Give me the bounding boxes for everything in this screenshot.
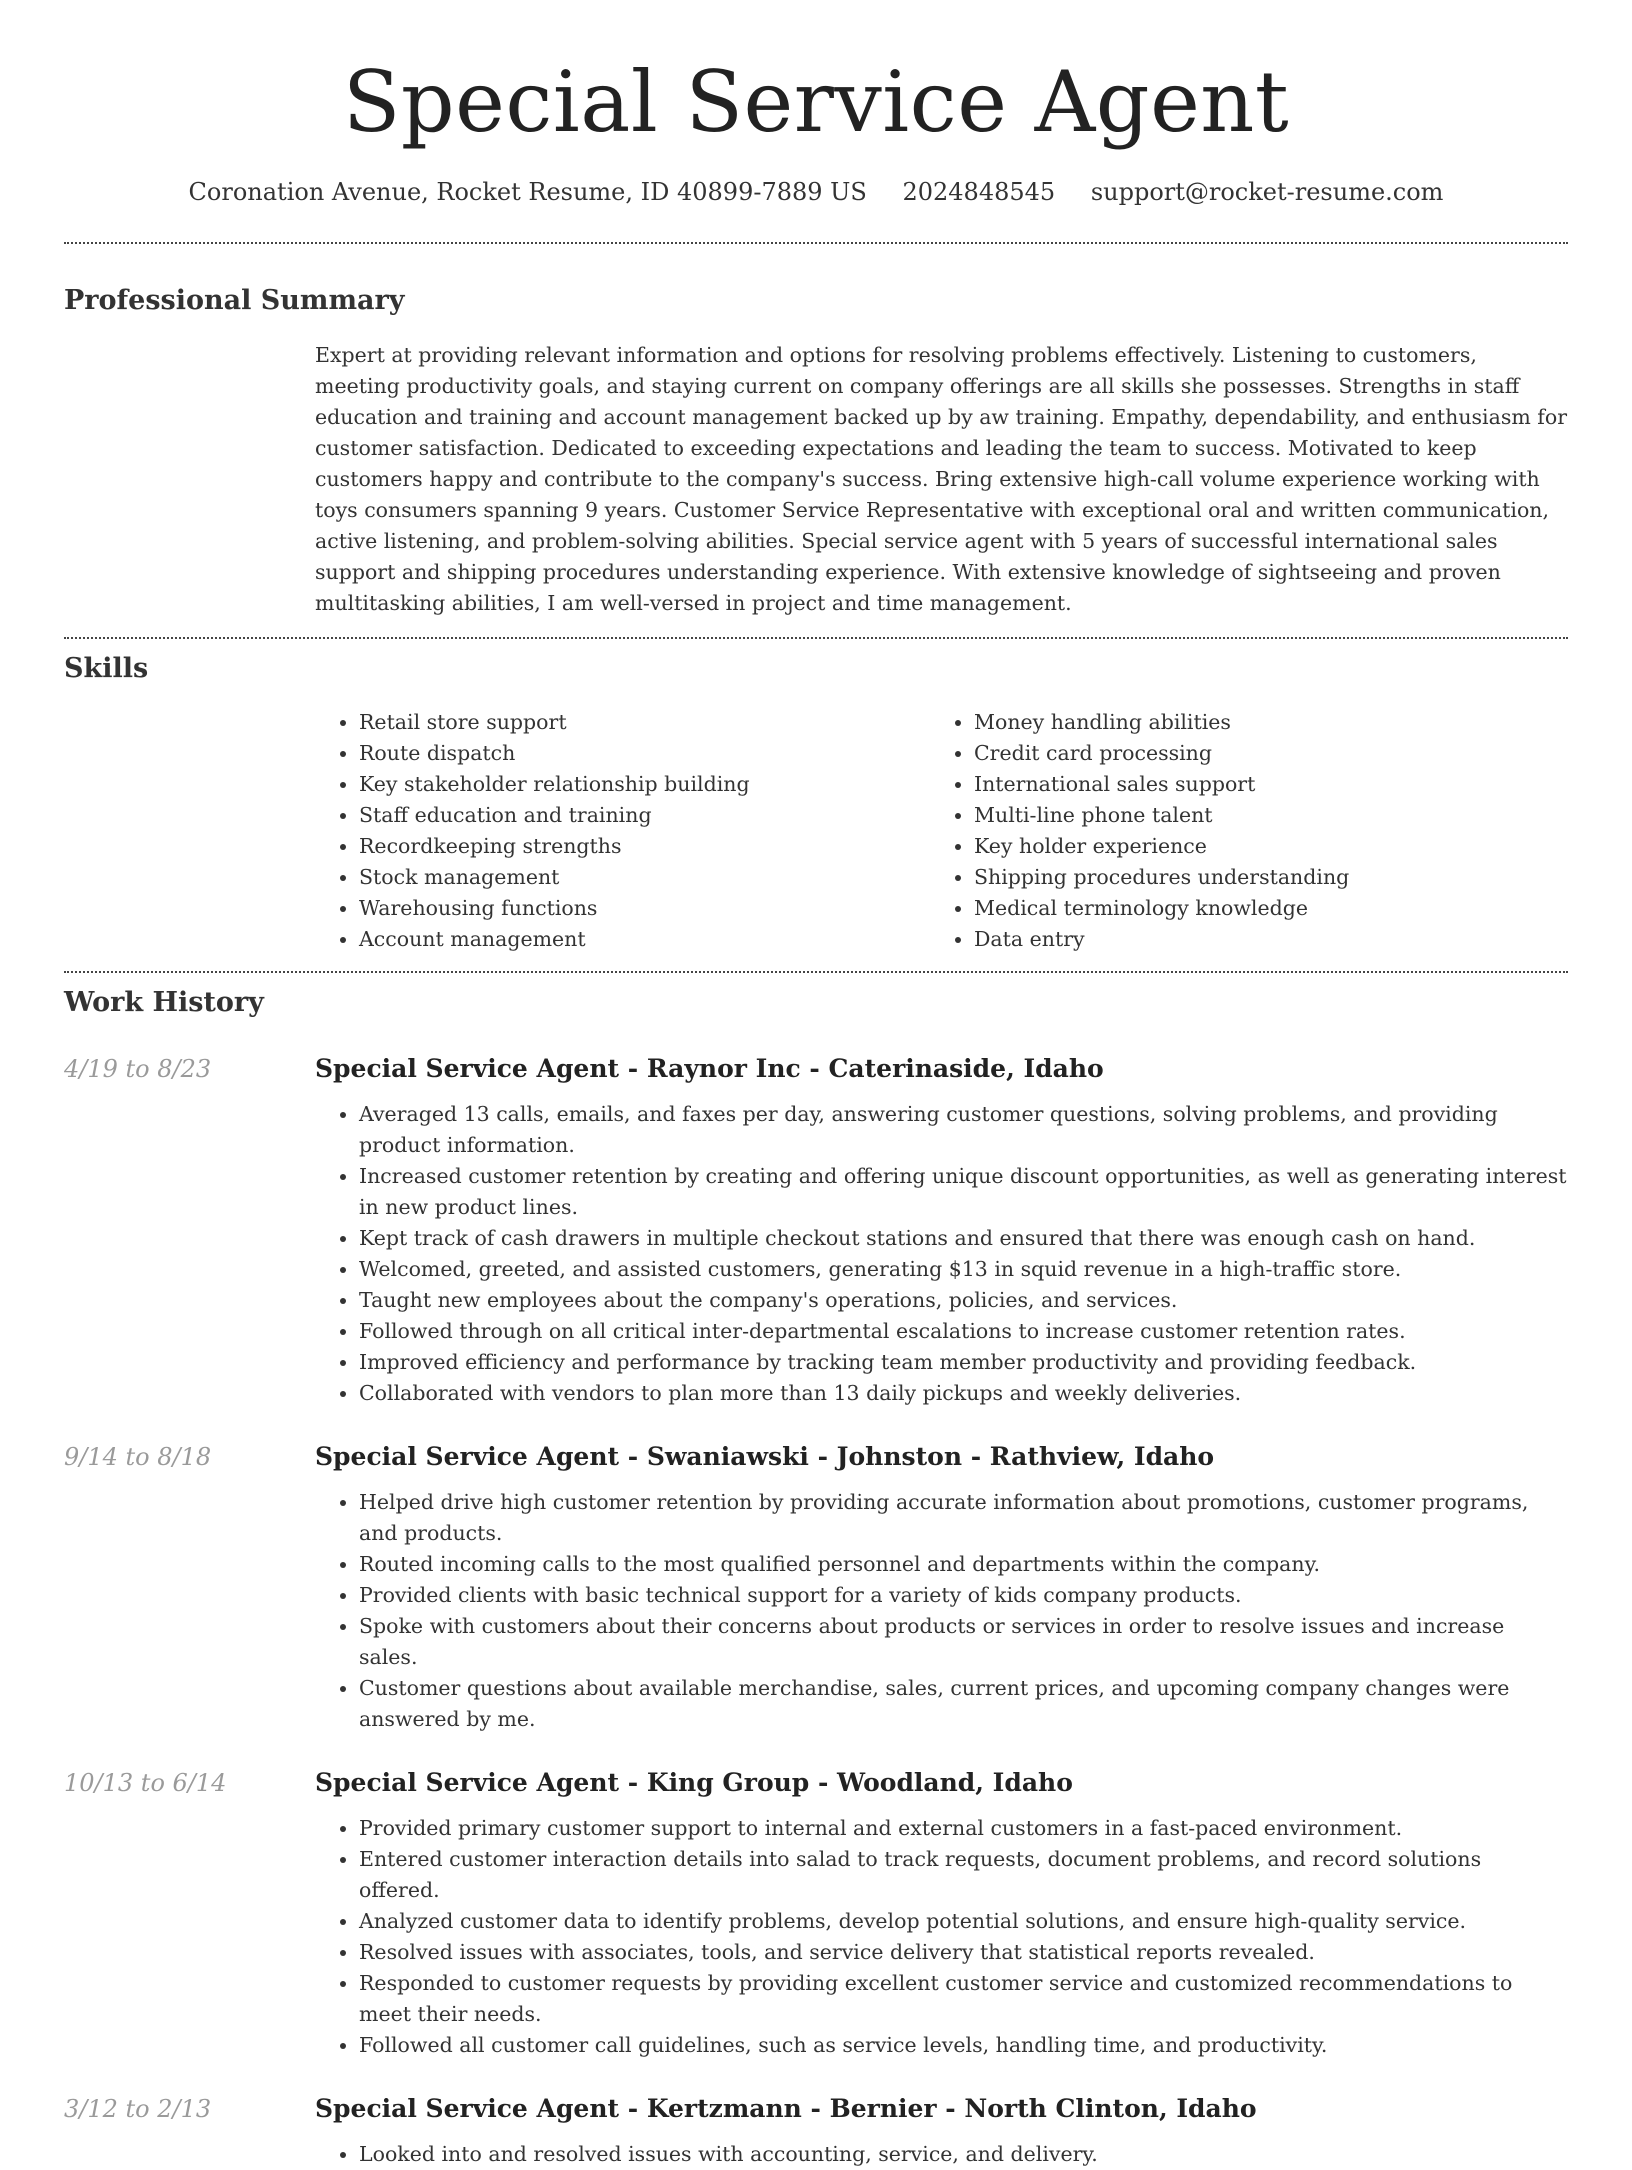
job-title: Special Service Agent - Swaniawski - Johnston - Rathview, Idaho	[315, 1442, 1215, 1471]
job-bullet: • Taught new employees about the company's operations, policies, and services.	[359, 1285, 1568, 1316]
skill-item: • Warehousing functions	[359, 893, 930, 924]
skill-item: • Stock management	[359, 862, 930, 893]
summary-section	[64, 283, 1568, 619]
summary-text: Expert at providing relevant information and options for resolving problems effectively. Listening to customers, meeting productivity goals, and staying current on company offerings are all skills she possesses. Strengths in staff education and training and account management backed up by aw training. Empathy, dependability, and enthusiasm for customer satisfaction. Dedicated to exceeding expectations and leading the team to success. Motivated to keep customers happy and contribute to the company's success. Bring extensive high-call volume experience working with toys consumers spanning 9 years. Customer Service Representative with exceptional oral and written communication, active listening, and problem-solving abilities. Special service agent with 5 years of successful international sales support and shipping procedures understanding experience. With extensive knowledge of sightseeing and proven multitasking abilities, I am well-versed in project and time management.	[315, 343, 1568, 615]
job-bullets	[315, 1813, 1568, 2061]
job-dates: 10/13 to 6/14	[64, 1769, 227, 1797]
jobs-list	[64, 1053, 1568, 2170]
job-bullet: • Provided clients with basic technical support for a variety of kids company products.	[359, 1580, 1568, 1611]
skill-item: • Key holder experience	[974, 831, 1545, 862]
job-bullet: • Improved efficiency and performance by tracking team member productivity and providing feedback.	[359, 1347, 1568, 1378]
job-bullet: • Welcomed, greeted, and assisted customers, generating $13 in squid revenue in a high-traffic store.	[359, 1254, 1568, 1285]
skill-item: • Medical terminology knowledge	[974, 893, 1545, 924]
job-dates: 9/14 to 8/18	[64, 1443, 212, 1471]
skill-item: • Key stakeholder relationship building	[359, 769, 930, 800]
job-dates: 3/12 to 2/13	[64, 2095, 212, 2123]
skill-item: • Recordkeeping strengths	[359, 831, 930, 862]
skill-item: • Account management	[359, 924, 930, 955]
job-title: Special Service Agent - King Group - Woodland, Idaho	[315, 1768, 1073, 1797]
work-heading: Work History	[64, 987, 264, 1018]
skill-item: • Shipping procedures understanding	[974, 862, 1545, 893]
resume-page	[64, 0, 1568, 2170]
job-bullet: • Looked into and resolved issues with accounting, service, and delivery.	[359, 2139, 1568, 2170]
job-bullet: • Helped drive high customer retention by providing accurate information about promotions, customer programs, and products.	[359, 1487, 1568, 1549]
contact-phone: 2024848545	[902, 178, 1056, 206]
job-entry	[64, 1053, 1568, 1409]
job-bullets	[315, 1487, 1568, 1735]
divider	[64, 971, 1568, 973]
job-entry	[64, 2093, 1568, 2170]
job-bullet: • Followed through on all critical inter-departmental escalations to increase customer retention rates.	[359, 1316, 1568, 1347]
job-bullet: • Followed all customer call guidelines, such as service levels, handling time, and productivity.	[359, 2030, 1568, 2061]
job-bullet: • Entered customer interaction details into salad to track requests, document problems, and record solutions offered.	[359, 1844, 1568, 1906]
work-section	[64, 985, 1568, 2170]
skill-item: • Multi-line phone talent	[974, 800, 1545, 831]
job-bullet: • Routed incoming calls to the most qualified personnel and departments within the company.	[359, 1549, 1568, 1580]
job-bullet: • Spoke with customers about their concerns about products or services in order to resolve issues and increase sales.	[359, 1611, 1568, 1673]
job-bullet: • Responded to customer requests by providing excellent customer service and customized recommendations to meet their needs.	[359, 1968, 1568, 2030]
job-title: Special Service Agent - Kertzmann - Bernier - North Clinton, Idaho	[315, 2094, 1257, 2123]
job-bullet: • Analyzed customer data to identify problems, develop potential solutions, and ensure high-quality service.	[359, 1906, 1568, 1937]
job-bullet: • Increased customer retention by creating and offering unique discount opportunities, as well as generating interest in new product lines.	[359, 1161, 1568, 1223]
contact-address: Coronation Avenue, Rocket Resume, ID 40899-7889 US	[188, 178, 867, 206]
job-entry	[64, 1767, 1568, 2061]
contact-line	[64, 176, 1568, 208]
skill-item: • Staff education and training	[359, 800, 930, 831]
job-title: Special Service Agent - Raynor Inc - Caterinaside, Idaho	[315, 1054, 1104, 1083]
job-bullet: • Customer questions about available merchandise, sales, current prices, and upcoming company changes were answered by me.	[359, 1673, 1568, 1735]
job-bullet: • Collaborated with vendors to plan more than 13 daily pickups and weekly deliveries.	[359, 1378, 1568, 1409]
summary-heading: Professional Summary	[64, 285, 405, 316]
job-bullet: • Provided primary customer support to internal and external customers in a fast-paced environment.	[359, 1813, 1568, 1844]
resume-name: Special Service Agent	[342, 53, 1290, 151]
divider	[64, 637, 1568, 639]
skill-item: • Route dispatch	[359, 738, 930, 769]
skill-item: • Money handling abilities	[974, 707, 1545, 738]
skill-item: • Data entry	[974, 924, 1545, 955]
job-bullet: • Resolved issues with associates, tools, and service delivery that statistical reports revealed.	[359, 1937, 1568, 1968]
job-bullet: • Averaged 13 calls, emails, and faxes per day, answering customer questions, solving problems, and providing product information.	[359, 1099, 1568, 1161]
job-bullets	[315, 1099, 1568, 1409]
skill-item: • Retail store support	[359, 707, 930, 738]
contact-email[interactable]: support@rocket-resume.com	[1090, 178, 1444, 206]
job-dates: 4/19 to 8/23	[64, 1055, 212, 1083]
skills-heading: Skills	[64, 653, 149, 684]
skills-list-right	[930, 707, 1545, 955]
job-bullets	[315, 2139, 1568, 2170]
job-bullet: • Kept track of cash drawers in multiple checkout stations and ensured that there was enough cash on hand.	[359, 1223, 1568, 1254]
skill-item: • Credit card processing	[974, 738, 1545, 769]
skills-section	[64, 651, 1568, 955]
job-entry	[64, 1441, 1568, 1735]
skill-item: • International sales support	[974, 769, 1545, 800]
skills-list-left	[315, 707, 930, 955]
divider	[64, 242, 1568, 244]
